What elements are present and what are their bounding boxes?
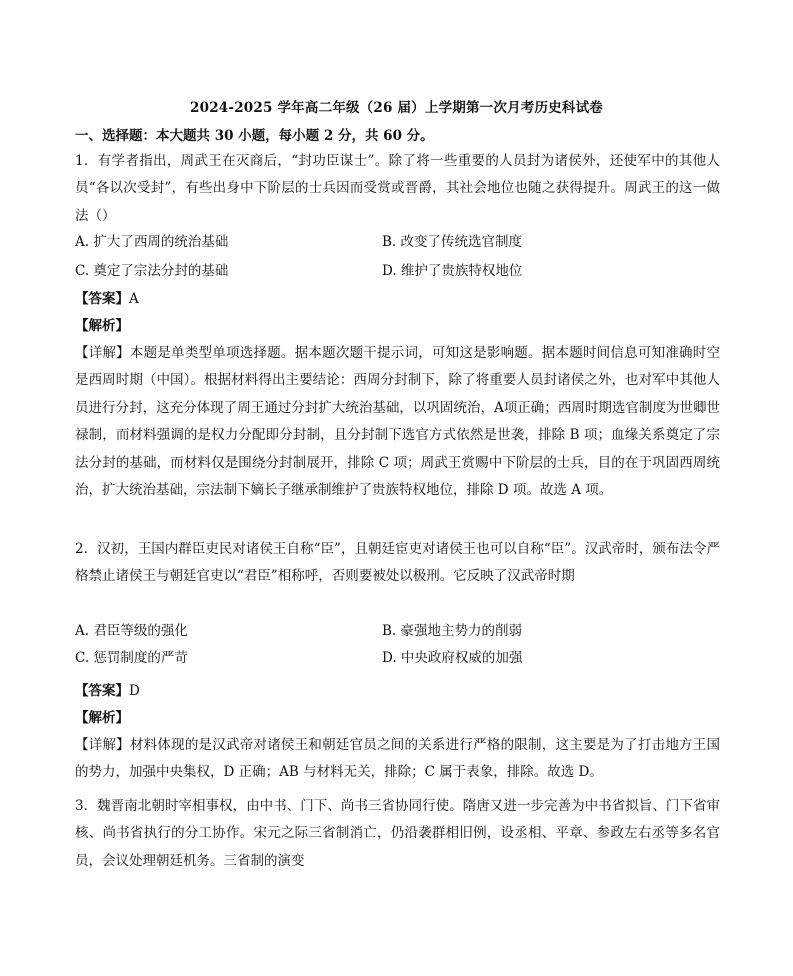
answer-value: A — [129, 291, 139, 307]
question-2-option-a: A. 君臣等级的强化 — [75, 623, 188, 639]
question-2-stem: 2．汉初，王国内群臣吏民对诸侯王自称“臣”，且朝廷宦吏对诸侯王也可以自称“臣”。汉武帝时，颁布法令严格禁止诸侯王与朝廷官吏以“君臣”相称呼，否则要被处以极刑。它反映了汉武帝时期 — [75, 541, 720, 585]
answer-label: 【答案】 — [75, 683, 129, 699]
question-1-option-c: C. 奠定了宗法分封的基础 — [75, 263, 229, 279]
exam-title: 2024-2025 学年高二年级（26 届）上学期第一次月考历史科试卷 — [190, 100, 603, 116]
question-2-analysis-label — [75, 708, 129, 728]
question-1-stem: 1．有学者指出，周武王在灭商后，“封功臣谋士”。除了将一些重要的人员封为诸侯外，还使军中的其他人员“各以次受封”，有些出身中下阶层的士兵因而受赏或晋爵，其社会地位也随之获得提升。周武王的这一做法（） — [75, 153, 720, 224]
question-1-analysis-label — [75, 316, 129, 336]
question-1-option-d: D. 维护了贵族特权地位 — [382, 263, 523, 279]
question-1-answer — [75, 289, 139, 309]
answer-value: D — [129, 683, 140, 699]
question-1-detail: 【详解】本题是单类型单项选择题。据本题次题干提示词，可知这是影响题。据本题时间信息可知准确时空是西周时期（中国）。根据材料得出主要结论：西周分封制下，除了将重要人员封诸侯之外，也对军中其他人员进行分封，这充分体现了周王通过分封扩大统治基础，以巩固统治，A项正确；西周时期选官制度为世卿世禄制，而材料强调的是权力分配即分封制，且分封制下选官方式依然是世袭，排除 B 项；血缘关系奠定了宗法分封的基础，而材料仅是围绕分封制展开，排除 C 项；周武王赏赐中下阶层的士兵，目的在于巩固西周统治，扩大统治基础，宗法制下嫡长子继承制维护了贵族特权地位，排除 D 项。故选 A 项。 — [75, 345, 720, 499]
question-2-option-d: D. 中央政府权威的加强 — [382, 650, 523, 666]
question-2-detail: 【详解】材料体现的是汉武帝对诸侯王和朝廷官员之间的关系进行严格的限制，这主要是为了打击地方王国的势力，加强中央集权，D 正确；AB 与材料无关，排除；C 属于表象，排除。故选 D。 — [75, 737, 720, 781]
question-1-option-a: A. 扩大了西周的统治基础 — [75, 234, 229, 250]
section-heading: 一、选择题：本大题共 30 小题，每小题 2 分，共 60 分。 — [75, 128, 434, 144]
analysis-label: 【解析】 — [75, 710, 129, 726]
question-3-stem: 3．魏晋南北朝时宰相事权，由中书、门下、尚书三省协同行使。隋唐又进一步完善为中书省拟旨、门下省审核、尚书省执行的分工协作。宋元之际三省制消亡，仍沿袭群相旧例，设丞相、平章、参政左右丞等多名官员，会议处理朝廷机务。三省制的演变 — [75, 798, 720, 869]
analysis-label: 【解析】 — [75, 318, 129, 334]
question-2-answer — [75, 681, 140, 701]
question-2-option-b: B. 豪强地主势力的削弱 — [382, 623, 523, 639]
question-1-option-b: B. 改变了传统选官制度 — [382, 234, 523, 250]
answer-label: 【答案】 — [75, 291, 129, 307]
question-2-option-c: C. 惩罚制度的严苛 — [75, 650, 188, 666]
